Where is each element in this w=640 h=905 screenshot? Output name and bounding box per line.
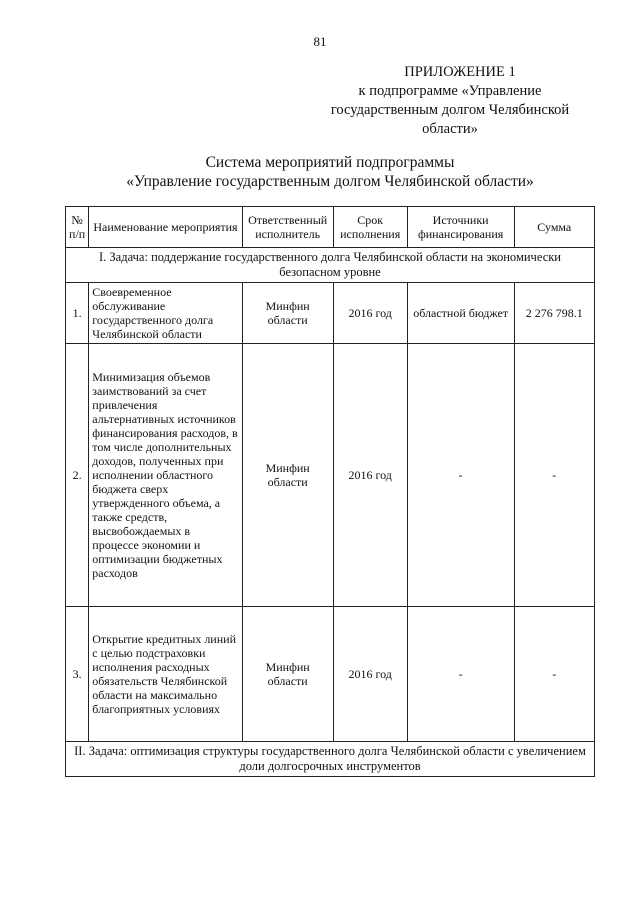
- row-sum: 2 276 798.1: [514, 283, 594, 344]
- row-name: Открытие кредитных линий с целью подстраховки исполнения расходных обязательств Челябинской области на максимально благоприятных условиях: [89, 607, 242, 742]
- appendix-line-2: государственным долгом Челябинской: [330, 102, 570, 118]
- table-row: [66, 283, 595, 344]
- table-header-row: [66, 207, 595, 248]
- row-num: 3.: [66, 607, 89, 742]
- appendix-line-1: к подпрограмме «Управление: [358, 83, 542, 99]
- task-row: [66, 248, 595, 283]
- header-name: Наименование мероприятия: [89, 207, 242, 248]
- document-title: [60, 153, 600, 191]
- task-2: II. Задача: оптимизация структуры государственного долга Челябинской области с увеличением доли долгосрочных инструментов: [66, 742, 595, 777]
- row-term: 2016 год: [333, 283, 407, 344]
- row-name: Своевременное обслуживание государственного долга Челябинской области: [89, 283, 242, 344]
- table-row: [66, 344, 595, 607]
- appendix-line-3: области»: [422, 121, 478, 137]
- row-sum: -: [514, 607, 594, 742]
- measures-table: [65, 206, 595, 777]
- header-sum: Сумма: [514, 207, 594, 248]
- row-executor: Минфин области: [242, 344, 333, 607]
- row-term: 2016 год: [333, 344, 407, 607]
- row-sources: -: [407, 607, 514, 742]
- row-name: Минимизация объемов заимствований за счет привлечения альтернативных источников финансирования расходов, в том числе дополнительных доходов, полученных при исполнении областного бюджета сверх утвержденного объема, а также средств, высвобождаемых в процессе экономии и оптимизации бюджетных расходов: [89, 344, 242, 607]
- row-num: 2.: [66, 344, 89, 607]
- page-number: 81: [313, 34, 327, 49]
- table-row: [66, 607, 595, 742]
- task-1: I. Задача: поддержание государственного долга Челябинской области на экономически безопасном уровне: [66, 248, 595, 283]
- appendix-title: ПРИЛОЖЕНИЕ 1: [404, 64, 516, 80]
- task-row: [66, 742, 595, 777]
- header-sources: Источники финансирования: [407, 207, 514, 248]
- row-term: 2016 год: [333, 607, 407, 742]
- row-sources: областной бюджет: [407, 283, 514, 344]
- header-num: № п/п: [66, 207, 89, 248]
- row-sources: -: [407, 344, 514, 607]
- header-executor: Ответственный исполнитель: [242, 207, 333, 248]
- row-executor: Минфин области: [242, 283, 333, 344]
- row-executor: Минфин области: [242, 607, 333, 742]
- document-title-line-1: Система мероприятий подпрограммы: [205, 154, 455, 171]
- appendix-subtitle: [300, 82, 600, 139]
- row-num: 1.: [66, 283, 89, 344]
- header-term: Срок исполнения: [333, 207, 407, 248]
- document-title-line-2: «Управление государственным долгом Челябинской области»: [126, 173, 534, 190]
- row-sum: -: [514, 344, 594, 607]
